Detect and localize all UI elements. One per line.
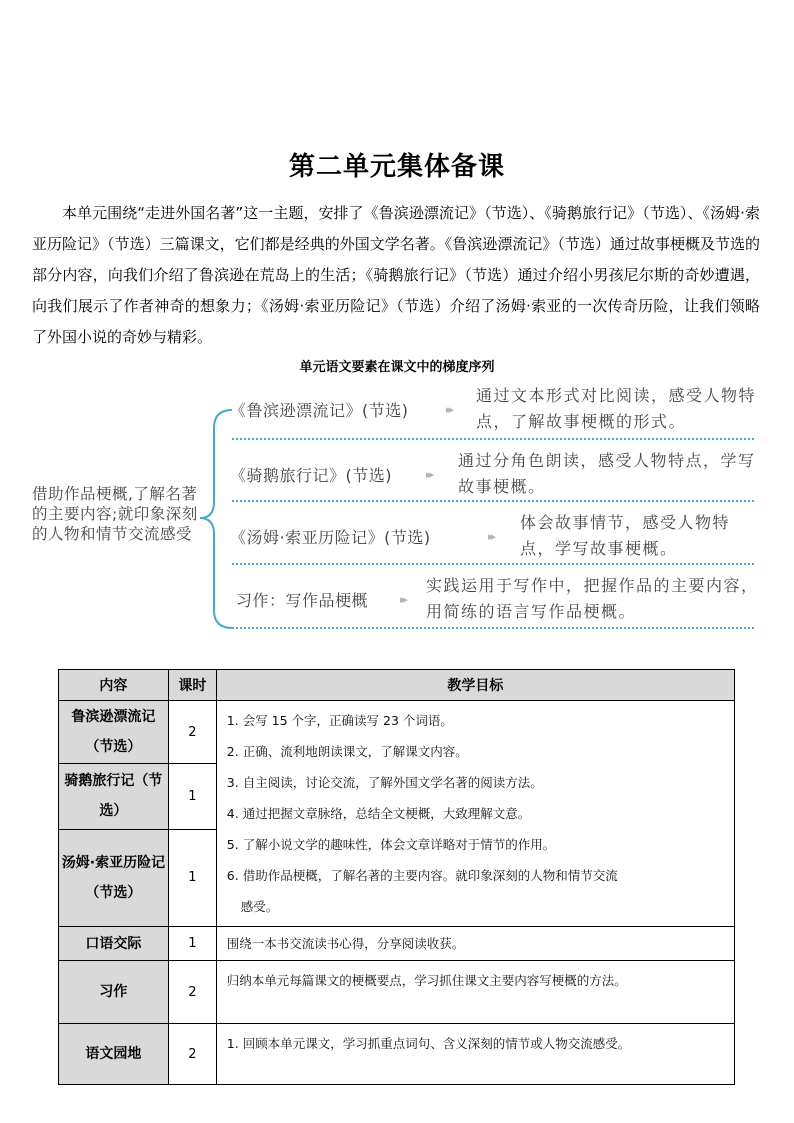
goal-line: 感受。 [240, 899, 279, 914]
goal-line: 4. 通过把握文章脉络，总结全文梗概，大致理解文意。 [226, 806, 531, 821]
diagram-root-text: 借助作品梗概,了解名著的主要内容;就印象深刻的人物和情节交流感受 [32, 485, 198, 543]
goal-line: 5. 了解小说文学的趣味性，体会文章详略对于情节的作用。 [226, 837, 556, 852]
goal-cell [216, 1024, 734, 1085]
branch-goal-1: 通过文本形式对比阅读，感受人物特点，了解故事梗概的形式。 [476, 386, 757, 431]
branch-lesson-3: 《汤姆·索亚历险记》(节选) [230, 528, 431, 547]
goal-cell [216, 927, 734, 961]
branch-lesson-2: 《骑鹅旅行记》(节选) [230, 466, 392, 485]
hours-cell: 2 [168, 1024, 216, 1085]
branch-divider [232, 438, 754, 440]
branch-goal-2: 通过分角色朗读，感受人物特点，学写故事梗概。 [458, 451, 756, 496]
content-cell: 语文园地 [59, 1024, 169, 1085]
branch-lesson-4: 习作：写作品梗概 [236, 591, 369, 610]
arrow-icon: ▸▸ [446, 403, 452, 416]
intro-paragraph: 本单元围绕“走进外国名著”这一主题，安排了《鲁滨逊漂流记》（节选）、《骑鹅旅行记》（节选）、《汤姆·索亚历险记》（节选）三篇课文，它们都是经典的外国文学名著。《鲁滨逊漂流记》（节选）通过故事梗概及节选的部分内容，向我们介绍了鲁滨逊在荒岛上的生活；《骑鹅旅行记》（节选）通过介绍小男孩尼尔斯的奇妙遭遇，向我们展示了作者神奇的想象力；《汤姆·索亚历险记》（节选）介绍了汤姆·索亚的一次传奇历险，让我们领略了外国小说的奇妙与精彩。 [32, 204, 760, 346]
content-cell: 习作 [59, 961, 169, 1024]
table-header-row [59, 670, 735, 701]
arrow-icon: ▸▸ [488, 530, 494, 543]
arrow-icon: ▸▸ [400, 593, 406, 606]
hours-cell: 2 [168, 701, 216, 764]
goal-line: 1. 会写 15 个字，正确读写 23 个词语。 [226, 713, 453, 728]
goal-line: 6. 借助作品梗概，了解名著的主要内容。就印象深刻的人物和情节交流 [226, 868, 618, 883]
hours-cell: 1 [168, 829, 216, 926]
goal-line: 3. 自主阅读，讨论交流，了解外国文学名著的阅读方法。 [226, 775, 543, 790]
content-cell: 口语交际 [59, 927, 169, 961]
table-row [59, 701, 735, 764]
content-cell: 骑鹅旅行记（节选） [59, 764, 169, 829]
hours-cell: 1 [168, 764, 216, 829]
merged-goals-cell [216, 701, 734, 927]
column-header: 内容 [59, 670, 169, 701]
gradient-diagram [0, 378, 794, 638]
hours-cell: 1 [168, 927, 216, 961]
column-header: 课时 [168, 670, 216, 701]
goal-line: 归纳本单元每篇课文的梗概要点，学习抓住课文主要内容写梗概的方法。 [226, 973, 627, 988]
goal-line: 1. 回顾本单元课文，学习抓重点词句、含义深刻的情节或人物交流感受。 [226, 1036, 631, 1051]
content-cell: 鲁滨逊漂流记（节选） [59, 701, 169, 764]
diagram-title: 单元语文要素在课文中的梯度序列 [299, 360, 495, 375]
hours-cell: 2 [168, 961, 216, 1024]
column-header: 教学目标 [216, 670, 734, 701]
goal-line: 2. 正确、流利地朗读课文，了解课文内容。 [226, 744, 468, 759]
content-cell: 汤姆·索亚历险记（节选） [59, 829, 169, 926]
branch-goal-4: 实践运用于写作中，把握作品的主要内容，用简练的语言写作品梗概。 [426, 576, 759, 621]
goal-cell [216, 961, 734, 1024]
branch-goal-3: 体会故事情节，感受人物特点，学写故事梗概。 [520, 513, 731, 558]
teaching-plan-table [58, 669, 735, 1085]
arrow-icon: ▸▸ [426, 468, 432, 481]
goal-line: 围绕一本书交流读书心得，分享阅读收获。 [226, 936, 465, 951]
page-title: 第二单元集体备课 [288, 152, 505, 182]
table-row [59, 927, 735, 961]
branch-divider [232, 500, 754, 502]
table-row [59, 1024, 735, 1085]
branch-lesson-1: 《鲁滨逊漂流记》(节选) [230, 401, 409, 420]
branch-divider [232, 627, 754, 629]
branch-divider [232, 563, 754, 565]
table-row [59, 961, 735, 1024]
